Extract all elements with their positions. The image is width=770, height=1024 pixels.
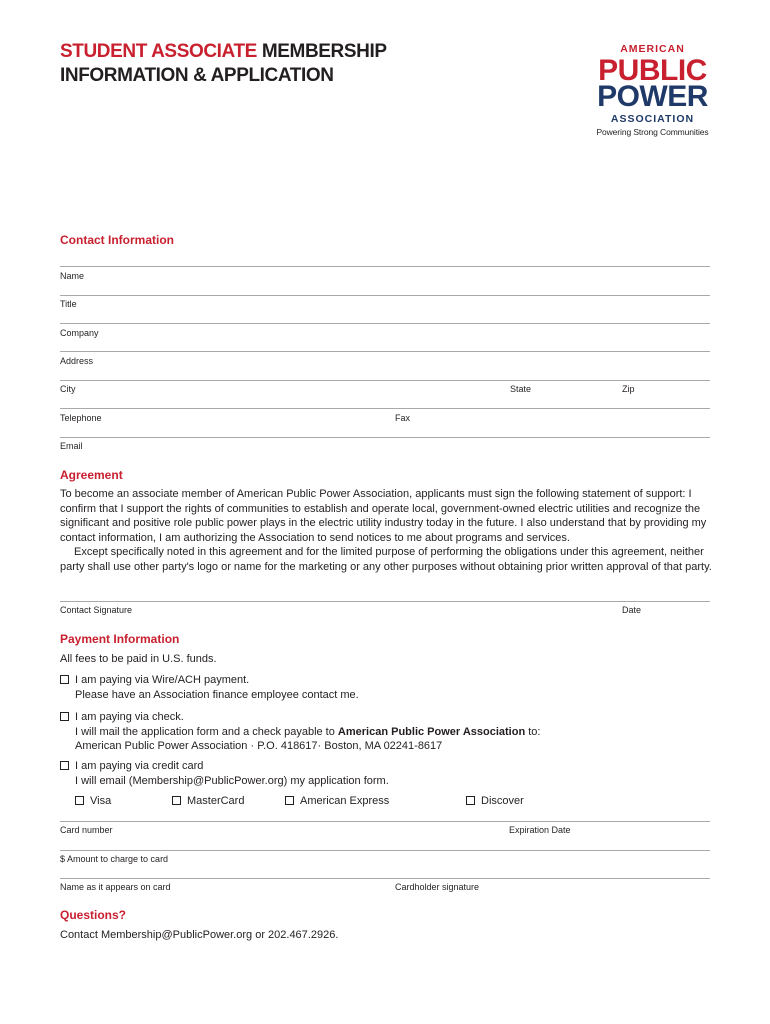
email-label: Email bbox=[60, 441, 83, 451]
address-line[interactable] bbox=[60, 351, 710, 352]
visa-label: Visa bbox=[90, 795, 112, 807]
telephone-label: Telephone bbox=[60, 413, 102, 423]
contact-signature-label: Contact Signature bbox=[60, 605, 133, 615]
check-line-2-post: to: bbox=[525, 725, 541, 738]
mastercard-label: MasterCard bbox=[187, 795, 245, 807]
company-label: Company bbox=[60, 328, 99, 338]
fees-note: All fees to be paid in U.S. funds. bbox=[60, 653, 217, 665]
page-title bbox=[60, 40, 387, 88]
card-line-2: I will email (Membership@PublicPower.org) my application form. bbox=[75, 774, 389, 787]
fax-label: Fax bbox=[395, 413, 411, 423]
check-line-2-pre: I will mail the application form and a check payable to bbox=[75, 725, 338, 738]
expiration-label: Expiration Date bbox=[509, 825, 571, 835]
amex-option[interactable] bbox=[285, 795, 389, 807]
name-on-card-line[interactable] bbox=[60, 878, 710, 879]
credit-card-checkbox[interactable] bbox=[60, 761, 69, 770]
wire-option bbox=[60, 673, 359, 702]
zip-label: Zip bbox=[622, 384, 635, 394]
date-label: Date bbox=[622, 605, 642, 615]
title-rest: MEMBERSHIP bbox=[256, 41, 387, 62]
title-label: Title bbox=[60, 299, 77, 309]
discover-label: Discover bbox=[481, 795, 524, 807]
state-label: State bbox=[510, 384, 532, 394]
payment-heading: Payment Information bbox=[60, 632, 180, 646]
card-number-line[interactable] bbox=[60, 821, 710, 822]
logo-american: AMERICAN bbox=[620, 43, 685, 55]
questions-heading: Questions? bbox=[60, 908, 127, 922]
amount-line[interactable] bbox=[60, 850, 710, 851]
wire-line-1: I am paying via Wire/ACH payment. bbox=[75, 674, 250, 686]
contact-heading: Contact Information bbox=[60, 233, 174, 247]
title-accent: STUDENT ASSOCIATE bbox=[60, 41, 257, 62]
amex-checkbox[interactable] bbox=[285, 796, 294, 805]
amex-label: American Express bbox=[300, 795, 390, 807]
discover-checkbox[interactable] bbox=[466, 796, 475, 805]
wire-line-2: Please have an Association finance employee contact me. bbox=[75, 688, 359, 701]
appa-logo bbox=[590, 44, 715, 137]
amount-label: $ Amount to charge to card bbox=[60, 854, 169, 864]
name-line[interactable] bbox=[60, 266, 710, 267]
questions-contact: Contact Membership@PublicPower.org or 202.467.2926. bbox=[60, 929, 339, 941]
agreement-para-1: To become an associate member of American Public Power Association, applicants must sign the following statement of support: I confirm that I support the rights of communities to establish and operate local, government-owned electric utilities and recognize the significant and positive role public power plays in the electric utility industry today in the future. I also understand that by providing my contact information, I am authorizing the Association to send notices to me about programs and services. bbox=[60, 488, 707, 544]
email-line[interactable] bbox=[60, 437, 710, 438]
title-line2: INFORMATION & APPLICATION bbox=[60, 65, 334, 86]
address-label: Address bbox=[60, 356, 94, 366]
logo-tagline: Powering Strong Communities bbox=[596, 127, 709, 137]
check-option bbox=[60, 710, 540, 754]
check-line-1: I am paying via check. bbox=[75, 711, 184, 723]
telephone-fax-line[interactable] bbox=[60, 408, 710, 409]
city-state-zip-line[interactable] bbox=[60, 380, 710, 381]
logo-power: POWER bbox=[597, 79, 708, 113]
title-line[interactable] bbox=[60, 295, 710, 296]
check-checkbox[interactable] bbox=[60, 712, 69, 721]
name-on-card-label: Name as it appears on card bbox=[60, 882, 171, 892]
visa-option[interactable] bbox=[75, 795, 111, 807]
mastercard-option[interactable] bbox=[172, 795, 244, 807]
mastercard-checkbox[interactable] bbox=[172, 796, 181, 805]
agreement-heading: Agreement bbox=[60, 468, 123, 482]
card-line-1: I am paying via credit card bbox=[75, 760, 204, 772]
name-label: Name bbox=[60, 271, 85, 281]
city-label: City bbox=[60, 384, 76, 394]
logo-association: ASSOCIATION bbox=[610, 112, 695, 125]
company-line[interactable] bbox=[60, 323, 710, 324]
discover-option[interactable] bbox=[466, 795, 524, 807]
check-payee: American Public Power Association bbox=[337, 725, 526, 738]
signature-line[interactable] bbox=[60, 601, 710, 602]
agreement-text bbox=[60, 487, 712, 574]
wire-checkbox[interactable] bbox=[60, 675, 69, 684]
card-option bbox=[60, 759, 389, 788]
logo-public: PUBLIC bbox=[598, 53, 707, 87]
check-address: American Public Power Association · P.O. 418617· Boston, MA 02241-8617 bbox=[75, 740, 443, 752]
card-number-label: Card number bbox=[60, 825, 113, 835]
visa-checkbox[interactable] bbox=[75, 796, 84, 805]
cardholder-signature-label: Cardholder signature bbox=[395, 882, 480, 892]
agreement-para-2: Except specifically noted in this agreement and for the limited purpose of performing the obligations under this agreement, neither party shall use other party's logo or name for the marketing or any other purposes without obtaining prior written approval of that party. bbox=[60, 546, 712, 573]
